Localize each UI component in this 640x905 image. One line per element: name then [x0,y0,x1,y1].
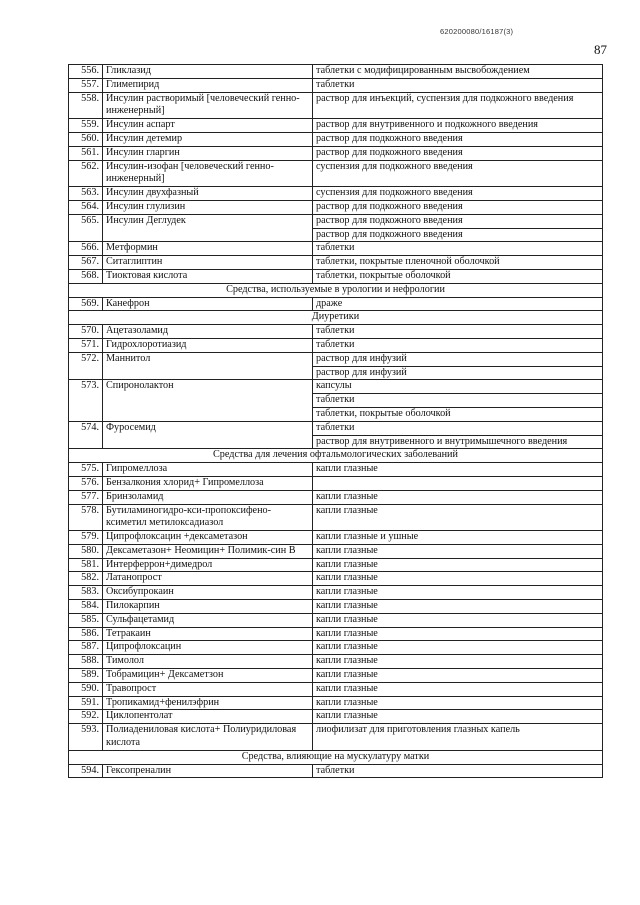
dosage-form: суспензия для подкожного введения [313,160,603,187]
table-row [69,724,603,751]
row-number: 584. [69,600,103,614]
dosage-form: таблетки, покрытые оболочкой [313,407,603,421]
section-row [69,449,603,463]
dosage-form: раствор для подкожного введения [313,146,603,160]
table-row [69,764,603,778]
row-number: 573. [69,380,103,421]
table-row [69,504,603,531]
drug-name: Циклопентолат [103,710,313,724]
dosage-form: капли глазные [313,490,603,504]
row-number: 587. [69,641,103,655]
table-row [69,256,603,270]
dosage-form: таблетки, покрытые оболочкой [313,269,603,283]
drug-name: Ципрофлоксацин +дексаметазон [103,531,313,545]
drug-name: Ацетазоламид [103,325,313,339]
row-number: 579. [69,531,103,545]
table-row [69,710,603,724]
table-row [69,544,603,558]
row-number: 586. [69,627,103,641]
table-row [69,119,603,133]
row-number: 572. [69,352,103,380]
row-number: 563. [69,187,103,201]
drug-name: Инсулин-изофан [человеческий генно-инженерный] [103,160,313,187]
table-row [69,613,603,627]
dosage-form: капли глазные [313,641,603,655]
dosage-form: раствор для подкожного введения [313,214,603,228]
drug-name: Инсулин аспарт [103,119,313,133]
section-row [69,750,603,764]
drug-name: Ситаглиптин [103,256,313,270]
drug-name: Тимолол [103,655,313,669]
row-number: 591. [69,696,103,710]
drug-name: Оксибупрокаин [103,586,313,600]
row-number: 559. [69,119,103,133]
dosage-form: таблетки [313,764,603,778]
table-row [69,92,603,119]
drug-name: Фуросемид [103,421,313,449]
row-number: 582. [69,572,103,586]
drug-name: Бензалкония хлорид+ Гипромеллоза [103,476,313,490]
table-row [69,627,603,641]
row-number: 594. [69,764,103,778]
drug-name: Инсулин гларгин [103,146,313,160]
row-number: 568. [69,269,103,283]
dosage-form: капли глазные [313,655,603,669]
drug-name: Канефрон [103,297,313,311]
drug-name: Гликлазид [103,65,313,79]
drug-name: Сульфацетамид [103,613,313,627]
dosage-form: таблетки, покрытые пленочной оболочкой [313,256,603,270]
row-number: 580. [69,544,103,558]
row-number: 558. [69,92,103,119]
drug-name: Дексаметазон+ Неомицин+ Полимик-син В [103,544,313,558]
table-row [69,160,603,187]
table-row [69,600,603,614]
dosage-form: таблетки [313,242,603,256]
dosage-form: раствор для внутривенного и внутримышечного введения [313,435,603,449]
drug-name: Инсулин двухфазный [103,187,313,201]
row-number: 592. [69,710,103,724]
table-row [69,641,603,655]
dosage-form: раствор для инъекций, суспензия для подкожного введения [313,92,603,119]
section-title: Средства, используемые в урологии и нефрологии [69,283,603,297]
table-row [69,78,603,92]
drug-name: Инсулин Деглудек [103,214,313,242]
row-number: 571. [69,338,103,352]
dosage-form: капли глазные [313,463,603,477]
drug-name: Метформин [103,242,313,256]
row-number: 575. [69,463,103,477]
drug-name: Гексопреналин [103,764,313,778]
dosage-form: раствор для подкожного введения [313,228,603,242]
drug-name: Травопрост [103,682,313,696]
drug-name: Тропикамид+фенилэфрин [103,696,313,710]
dosage-form: капли глазные [313,696,603,710]
table-row [69,269,603,283]
drug-name: Бринзоламид [103,490,313,504]
table-row [69,463,603,477]
dosage-form: таблетки [313,78,603,92]
drug-name: Пилокарпин [103,600,313,614]
dosage-form: раствор для подкожного введения [313,200,603,214]
table-row [69,132,603,146]
dosage-form [313,476,603,490]
dosage-form: раствор для подкожного введения [313,132,603,146]
page-number: 87 [594,42,607,57]
dosage-form: раствор для инфузий [313,352,603,366]
table-row [69,531,603,545]
drug-name: Тетракаин [103,627,313,641]
dosage-form: таблетки [313,394,603,408]
dosage-form: таблетки [313,421,603,435]
section-title: Средства для лечения офтальмологических заболеваний [69,449,603,463]
row-number: 589. [69,669,103,683]
table-row [69,352,603,366]
table-row [69,380,603,394]
table-row [69,187,603,201]
document-code: 620200080/16187(3) [440,27,514,36]
dosage-form: суспензия для подкожного введения [313,187,603,201]
drug-name: Инсулин растворимый [человеческий генно-инженерный] [103,92,313,119]
row-number: 565. [69,214,103,242]
row-number: 581. [69,558,103,572]
dosage-form: капли глазные и ушные [313,531,603,545]
dosage-form: капли глазные [313,613,603,627]
row-number: 570. [69,325,103,339]
row-number: 561. [69,146,103,160]
dosage-form: таблетки [313,338,603,352]
table-row [69,338,603,352]
row-number: 566. [69,242,103,256]
drug-list-table [68,64,603,778]
table-row [69,490,603,504]
dosage-form: капли глазные [313,600,603,614]
table-row [69,669,603,683]
row-number: 590. [69,682,103,696]
dosage-form: таблетки с модифицированным высвобождением [313,65,603,79]
table-row [69,586,603,600]
row-number: 585. [69,613,103,627]
row-number: 560. [69,132,103,146]
table-row [69,297,603,311]
section-row [69,311,603,325]
drug-name: Маннитол [103,352,313,380]
drug-name: Спиронолактон [103,380,313,421]
dosage-form: капли глазные [313,544,603,558]
row-number: 574. [69,421,103,449]
drug-name: Ципрофлоксацин [103,641,313,655]
table-row [69,655,603,669]
dosage-form: таблетки [313,325,603,339]
row-number: 583. [69,586,103,600]
row-number: 564. [69,200,103,214]
dosage-form: капли глазные [313,558,603,572]
table-row [69,214,603,228]
drug-name: Тиоктовая кислота [103,269,313,283]
row-number: 588. [69,655,103,669]
dosage-form: капли глазные [313,682,603,696]
drug-list-body [69,65,603,778]
row-number: 577. [69,490,103,504]
drug-name: Инсулин детемир [103,132,313,146]
drug-name: Гидрохлоротиазид [103,338,313,352]
drug-name: Гипромеллоза [103,463,313,477]
table-row [69,421,603,435]
drug-name: Глимепирид [103,78,313,92]
table-row [69,325,603,339]
table-row [69,696,603,710]
dosage-form: капли глазные [313,586,603,600]
section-row [69,283,603,297]
row-number: 576. [69,476,103,490]
row-number: 593. [69,724,103,751]
row-number: 578. [69,504,103,531]
row-number: 569. [69,297,103,311]
dosage-form: капли глазные [313,627,603,641]
row-number: 567. [69,256,103,270]
table-row [69,682,603,696]
table-row [69,572,603,586]
dosage-form: драже [313,297,603,311]
table-row [69,65,603,79]
section-title: Диуретики [69,311,603,325]
row-number: 562. [69,160,103,187]
dosage-form: капли глазные [313,669,603,683]
dosage-form: капсулы [313,380,603,394]
dosage-form: лиофилизат для приготовления глазных капель [313,724,603,751]
table-row [69,242,603,256]
dosage-form: раствор для внутривенного и подкожного введения [313,119,603,133]
dosage-form: капли глазные [313,710,603,724]
drug-name: Тобрамицин+ Дексаметзон [103,669,313,683]
table-row [69,200,603,214]
table-row [69,146,603,160]
dosage-form: раствор для инфузий [313,366,603,380]
dosage-form: капли глазные [313,572,603,586]
drug-name: Латанопрост [103,572,313,586]
drug-name: Интерферрон+димедрол [103,558,313,572]
drug-name: Инсулин глулизин [103,200,313,214]
drug-name: Бутиламиногидро-кси-пропоксифено-ксиметил метилоксадиазол [103,504,313,531]
table-row [69,558,603,572]
row-number: 556. [69,65,103,79]
table-row [69,476,603,490]
row-number: 557. [69,78,103,92]
dosage-form: капли глазные [313,504,603,531]
section-title: Средства, влияющие на мускулатуру матки [69,750,603,764]
drug-name: Полиадениловая кислота+ Полиуридиловая кислота [103,724,313,751]
